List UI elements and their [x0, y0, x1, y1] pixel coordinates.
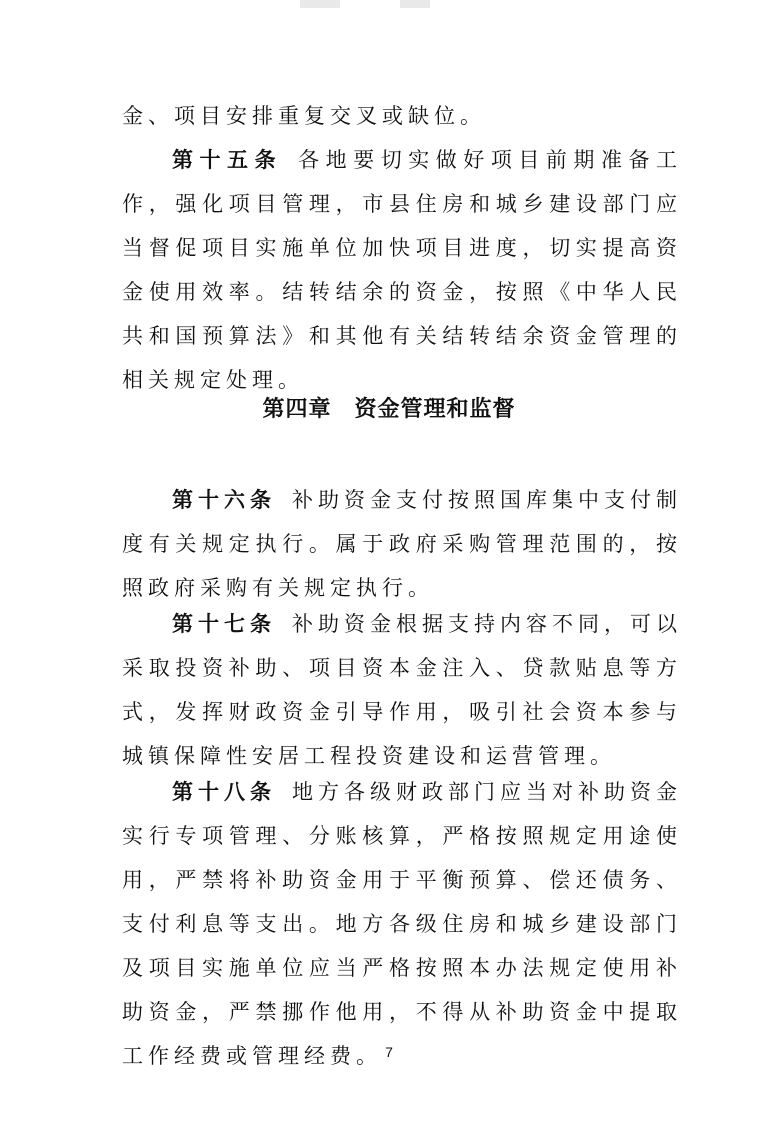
continuation-text: 金、项目安排重复交叉或缺位。	[122, 104, 486, 128]
article-18	[122, 770, 682, 1078]
chapter-title: 第四章 资金管理和监督	[262, 397, 516, 422]
article-15-label: 第十五条	[172, 148, 283, 172]
article-17-text: 补助资金根据支持内容不同，可以采取投资补助、项目资本金注入、贷款贴息等方式，发挥财政资金引导作用，吸引社会资本参与城镇保障性安居工程投资建设和运营管理。	[122, 612, 682, 768]
article-18-text: 地方各级财政部门应当对补助资金实行专项管理、分账核算，严格按照规定用途使用，严禁将补助资金用于平衡预算、偿还债务、支付利息等支出。地方各级住房和城乡建设部门及项目实施单位应当严格按照本办法规定使用补助资金，严禁挪作他用，不得从补助资金中提取工作经费或管理经费。	[122, 780, 682, 1068]
scan-artifact	[300, 0, 340, 8]
article-16-text: 补助资金支付按照国库集中支付制度有关规定执行。属于政府采购管理范围的，按照政府采购有关规定执行。	[122, 488, 682, 600]
article-15	[122, 138, 682, 402]
article-15-text: 各地要切实做好项目前期准备工作，强化项目管理，市县住房和城乡建设部门应当督促项目实施单位加快项目进度，切实提高资金使用效率。结转结余的资金，按照《中华人民共和国预算法》和其他有关结转结余资金管理的相关规定处理。	[122, 148, 683, 392]
article-16	[122, 478, 682, 610]
page-number: 7	[385, 1044, 393, 1060]
article-18-label: 第十八条	[172, 780, 276, 804]
article-17	[122, 602, 682, 778]
scan-artifact	[400, 0, 430, 8]
article-17-label: 第十七条	[172, 612, 276, 636]
article-16-label: 第十六条	[172, 488, 276, 512]
continuation-paragraph	[122, 94, 682, 138]
